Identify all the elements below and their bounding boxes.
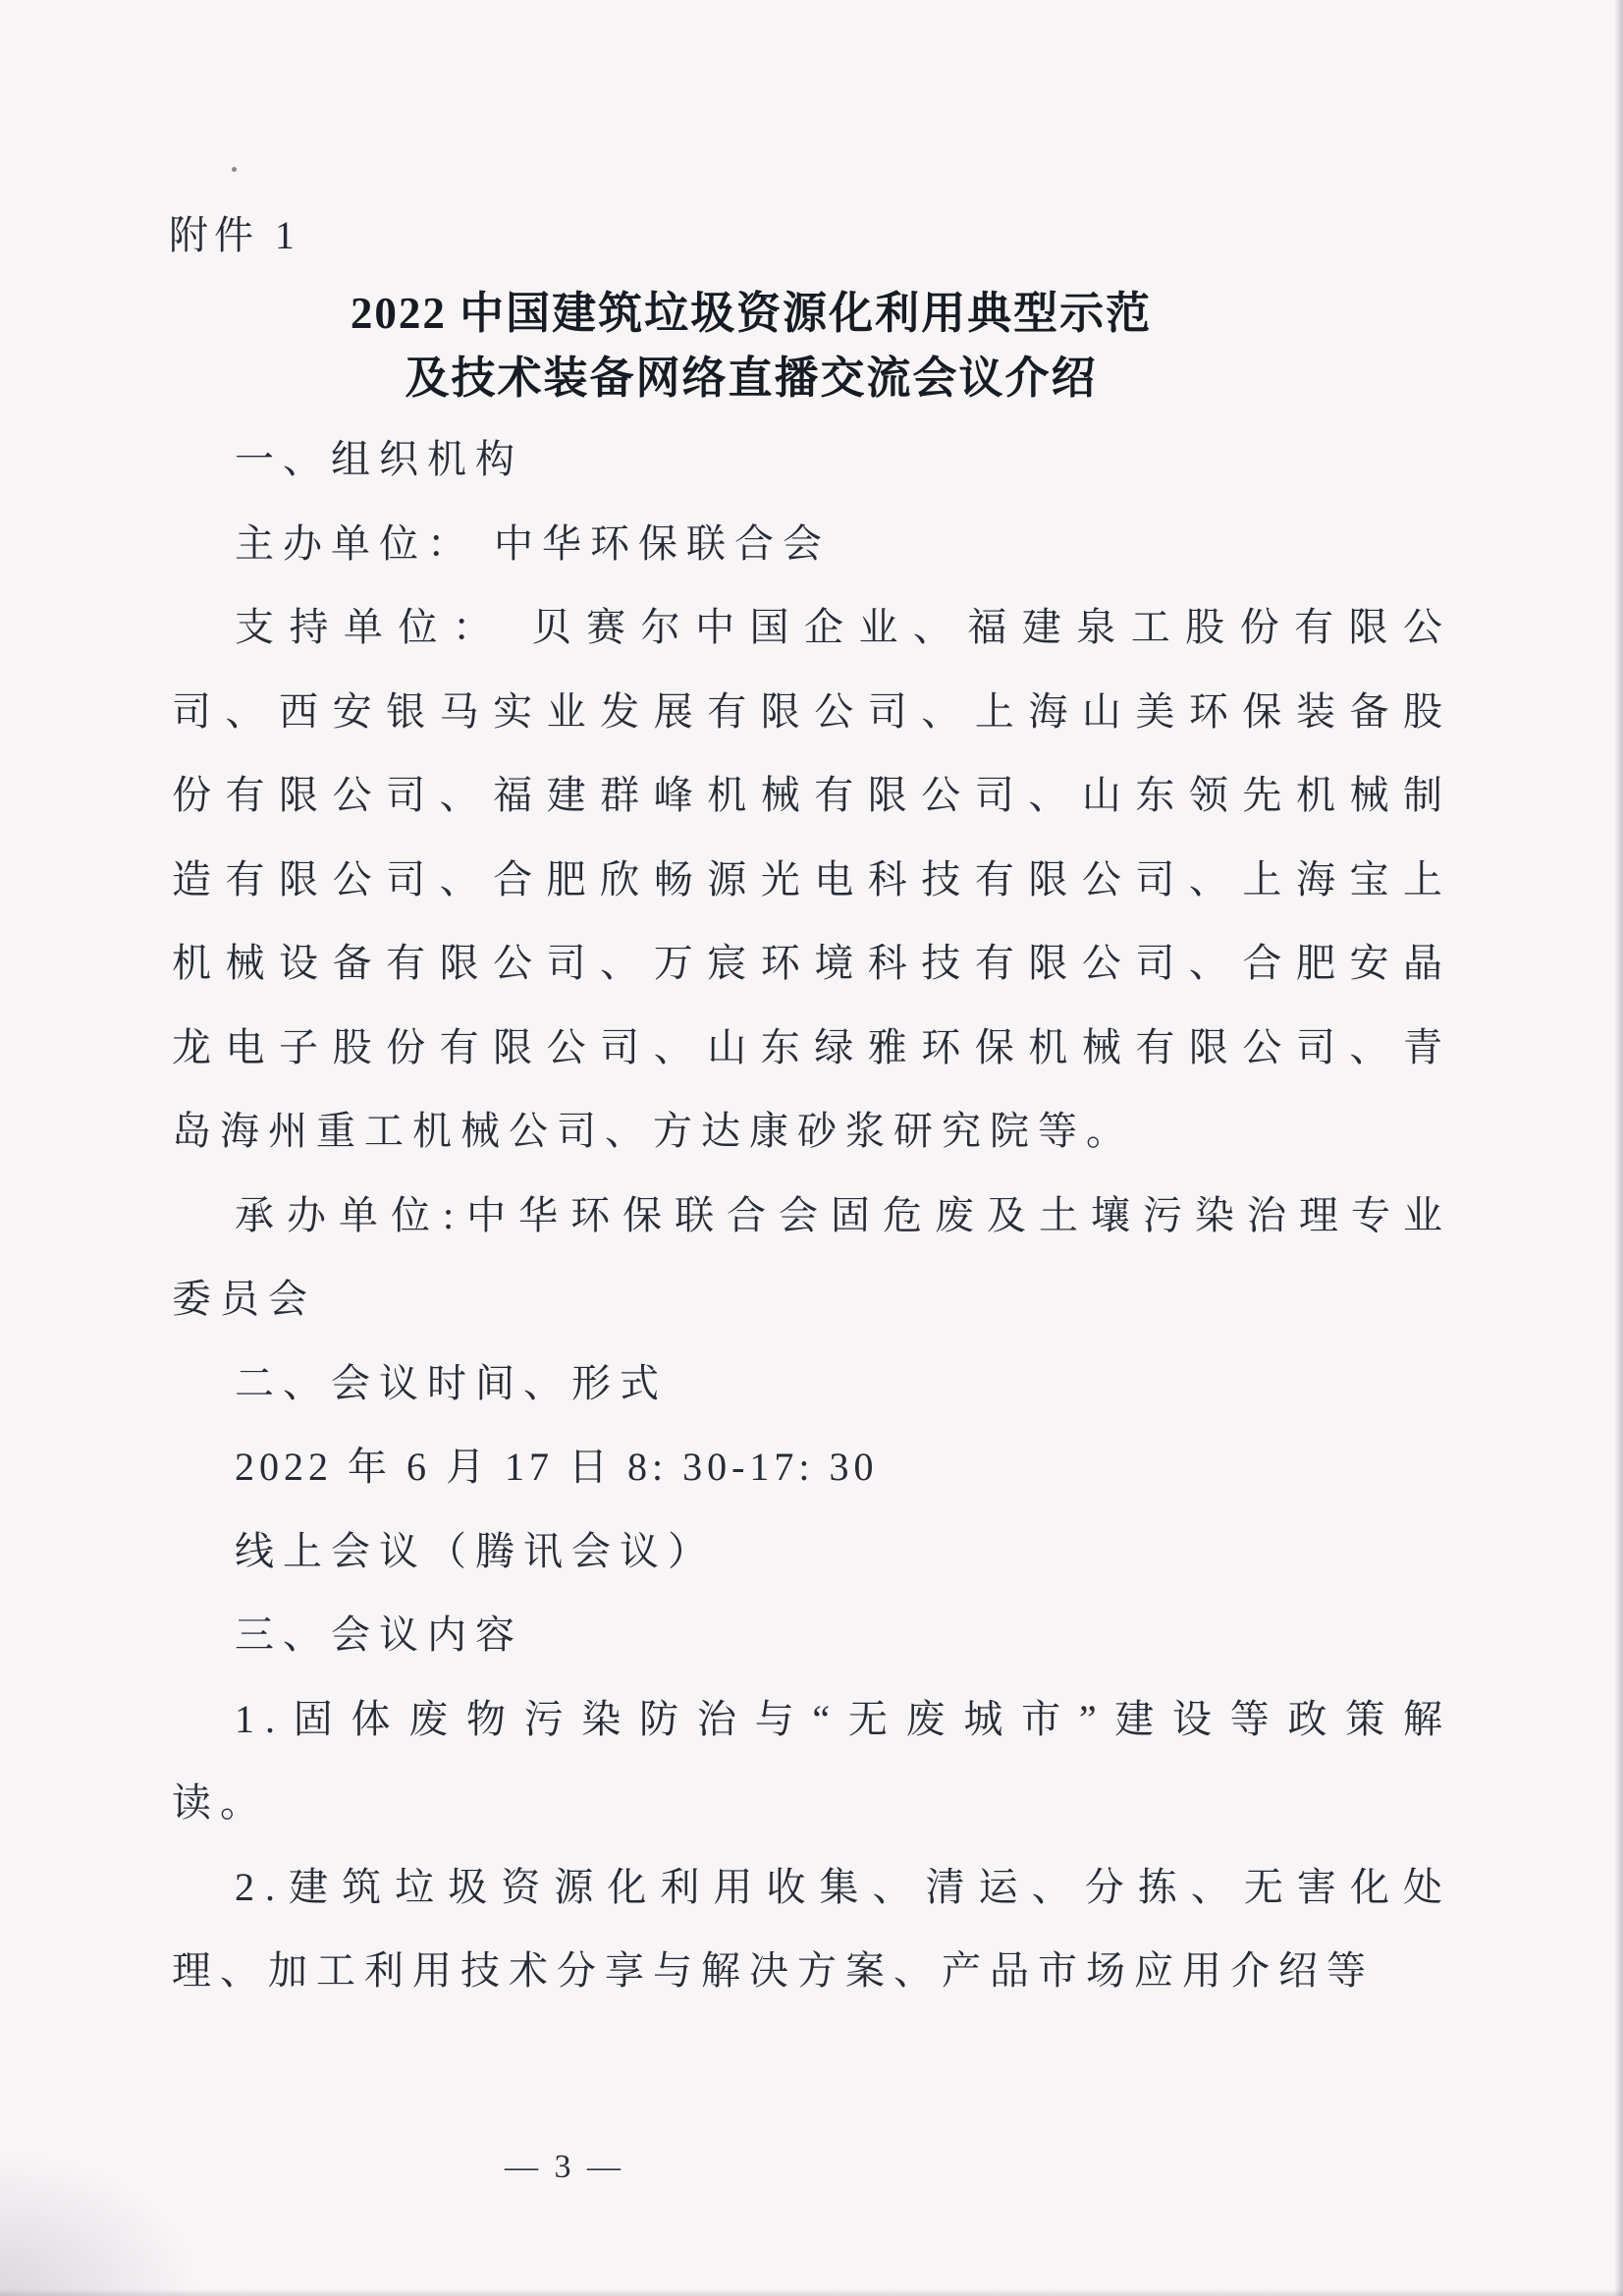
scan-speck — [232, 167, 237, 172]
support-units-line-4: 造有限公司、合肥欣畅源光电科技有限公司、上海宝上 — [172, 856, 1453, 902]
agenda-item-2-line-2: 理、加工利用技术分享与解决方案、产品市场应用介绍等 — [172, 1948, 1375, 1993]
attachment-label: 附件 1 — [169, 213, 300, 257]
section-heading-time-format: 二、会议时间、形式 — [235, 1360, 668, 1405]
scan-edge-shadow-bottom — [0, 2289, 1623, 2296]
organizer-unit-line-1: 承办单位:中华环保联合会固危废及土壤污染治理专业 — [235, 1192, 1453, 1237]
organizer-unit-line-2: 委员会 — [172, 1277, 316, 1321]
scan-corner-shadow — [0, 2139, 216, 2296]
meeting-time-line: 2022 年 6 月 17 日 8: 30-17: 30 — [235, 1445, 879, 1489]
support-units-line-3: 份有限公司、福建群峰机械有限公司、山东领先机械制 — [172, 773, 1453, 817]
agenda-item-2-line-1: 2.建筑垃圾资源化利用收集、清运、分拣、无害化处 — [235, 1864, 1453, 1909]
support-units-line-6: 龙电子股份有限公司、山东绿雅环保机械有限公司、青 — [172, 1024, 1453, 1069]
agenda-item-1-line-2: 读。 — [172, 1780, 268, 1825]
agenda-item-1-line-1: 1.固体废物污染防治与“无废城市”建设等政策解 — [235, 1696, 1453, 1741]
document-title — [172, 281, 1330, 410]
page-number: — 3 — — [505, 2149, 624, 2185]
section-heading-content: 三、会议内容 — [235, 1613, 523, 1657]
support-units-line-1: 支持单位： 贝赛尔中国企业、福建泉工股份有限公 — [235, 605, 1453, 649]
section-heading-organization: 一、组织机构 — [235, 437, 523, 481]
support-units-line-2: 司、西安银马实业发展有限公司、上海山美环保装备股 — [172, 688, 1453, 734]
support-units-line-7: 岛海州重工机械公司、方达康砂浆研究院等。 — [172, 1109, 1134, 1153]
meeting-format-line: 线上会议（腾讯会议） — [235, 1528, 716, 1573]
document-title-line-2: 及技术装备网络直播交流会议介绍 — [405, 354, 1098, 403]
support-units-line-5: 机械设备有限公司、万宸环境科技有限公司、合肥安晶 — [172, 941, 1453, 985]
scan-edge-shadow-right — [1614, 0, 1623, 2296]
document-body — [172, 417, 1453, 2013]
document-title-line-1: 2022 中国建筑垃圾资源化利用典型示范 — [350, 289, 1153, 338]
host-unit-line: 主办单位： 中华环保联合会 — [235, 520, 831, 566]
